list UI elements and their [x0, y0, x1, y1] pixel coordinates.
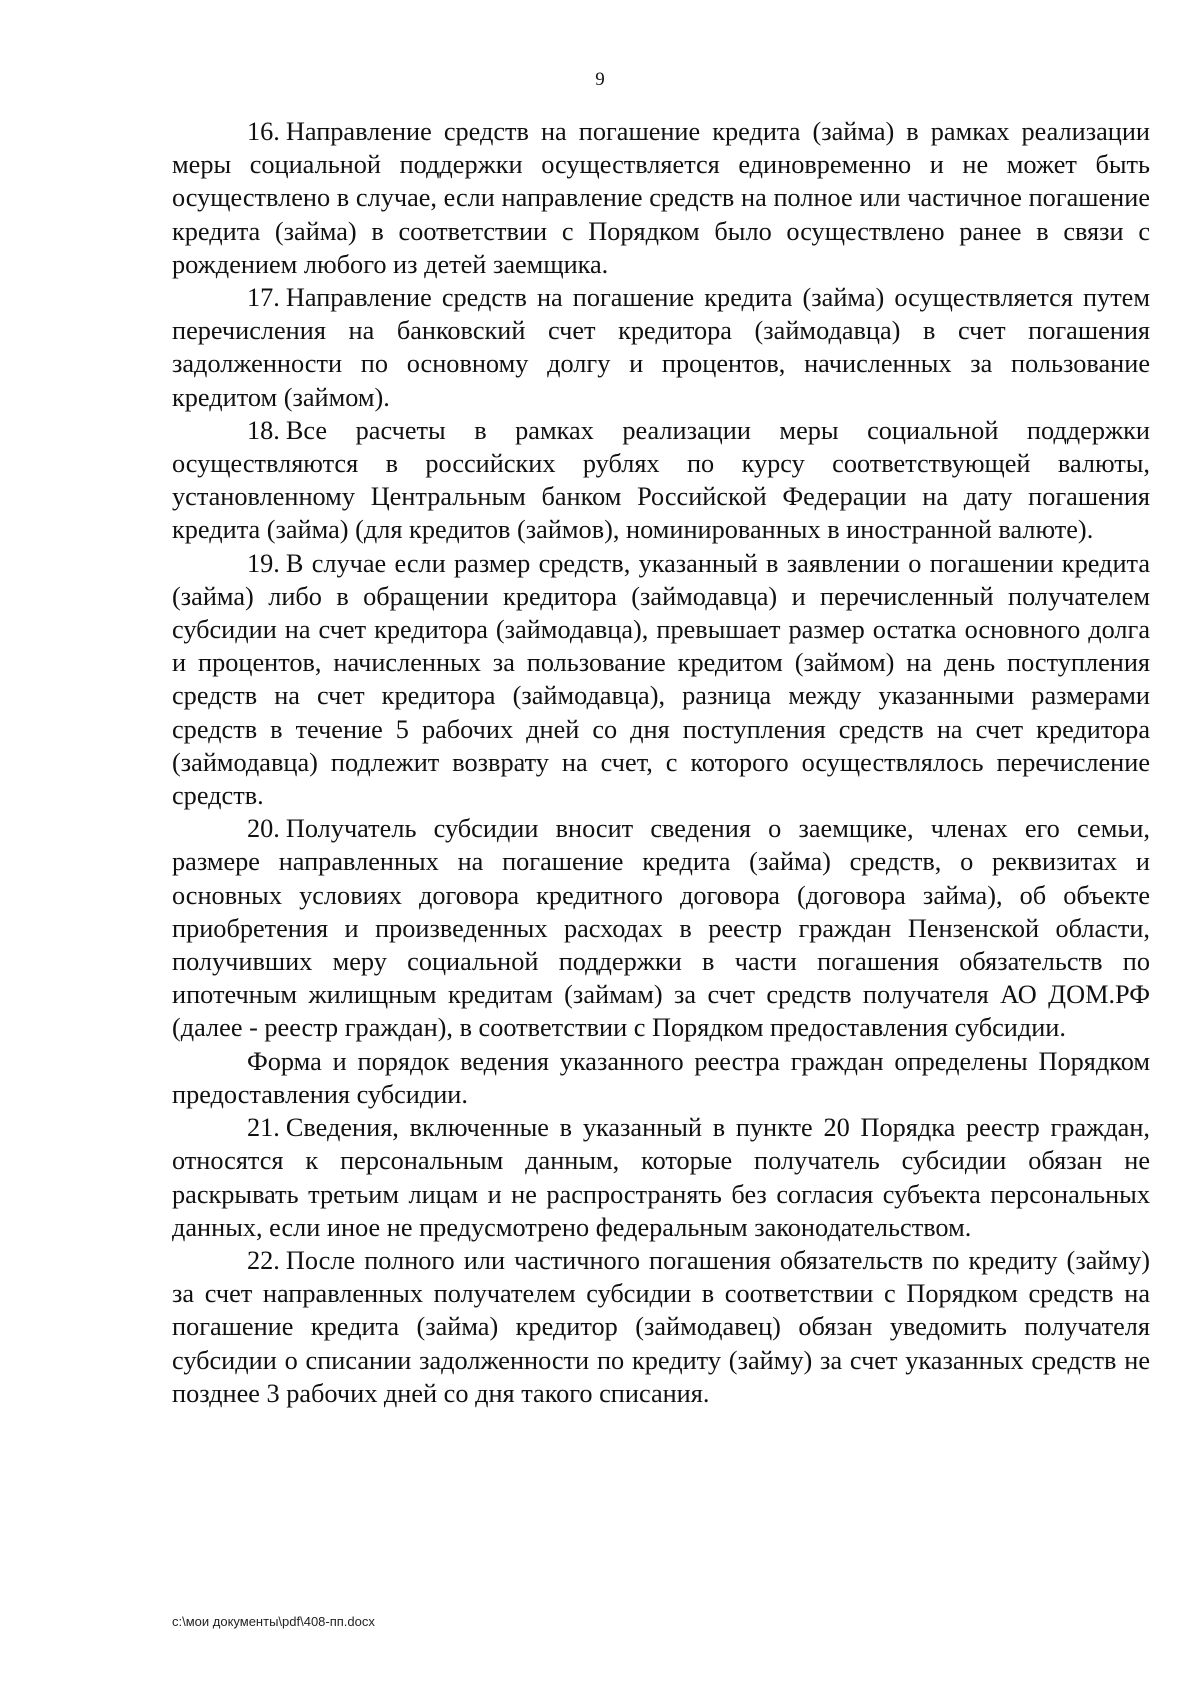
paragraph-21 — [172, 1111, 1150, 1244]
paragraph-text: Направление средств на погашение кредита (займа) в рамках реализации меры социальной поддержки осуществляется единовременно и не может быть осуществлено в случае, если направление средств на полное или частичное погашение кредита (займа) в соответствии с Порядком было осуществлено ранее в связи с рождением любого из детей заемщика. — [172, 117, 1150, 279]
paragraph-number: 20. — [247, 814, 280, 844]
paragraph-text: В случае если размер средств, указанный в заявлении о погашении кредита (займа) либо в обращении кредитора (займодавца) и перечисленный получателем субсидии на счет кредитора (займодавца), превышает размер остатка основного долга и процентов, начисленных за пользование кредитом (займом) на день поступления средств на счет кредитора (займодавца), разница между указанными размерами средств в течение 5 рабочих дней со дня поступления средств на счет кредитора (займодавца) подлежит возврату на счет, с которого осуществлялось перечисление средств. — [172, 548, 1150, 811]
paragraph-number: 17. — [247, 283, 280, 313]
paragraph-text: Форма и порядок ведения указанного реестра граждан определены Порядком предоставления субсидии. — [172, 1046, 1150, 1109]
paragraph-text: Сведения, включенные в указанный в пункте 20 Порядка реестр граждан, относятся к персональным данным, которые получатель субсидии обязан не раскрывать третьим лицам и не распространять без согласия субъекта персональных данных, если иное не предусмотрено федеральным законодательством. — [172, 1113, 1150, 1242]
paragraph-19 — [172, 547, 1150, 813]
footer-file-path: c:\мои документы\pdf\408-пп.docx — [172, 1614, 375, 1629]
paragraph-16 — [172, 115, 1150, 281]
document-body — [172, 115, 1150, 1410]
paragraph-text: После полного или частичного погашения обязательств по кредиту (займу) за счет направленных получателем субсидии в соответствии с Порядком средств на погашение кредита (займа) кредитор (займодавец) обязан уведомить получателя субсидии о списании задолженности по кредиту (займу) за счет указанных средств не позднее 3 рабочих дней со дня такого списания. — [172, 1245, 1150, 1408]
paragraph-20 — [172, 812, 1150, 1044]
paragraph-22 — [172, 1244, 1150, 1410]
paragraph-number: 16. — [247, 117, 280, 146]
paragraph-text: Все расчеты в рамках реализации меры социальной поддержки осуществляются в российских рублях по курсу соответствующей валюты, установленному Центральным банком Российской Федерации на дату погашения кредита (займа) (для кредитов (займов), номинированных в иностранной валюте). — [172, 415, 1150, 545]
paragraph-number: 19. — [247, 548, 280, 578]
paragraph-17 — [172, 281, 1150, 414]
paragraph-registry-form — [172, 1045, 1150, 1111]
paragraph-text: Направление средств на погашение кредита (займа) осуществляется путем перечисления на банковский счет кредитора (займодавца) в счет погашения задолженности по основному долгу и процентов, начисленных за пользование кредитом (займом). — [172, 283, 1150, 412]
paragraph-18 — [172, 414, 1150, 547]
paragraph-number: 18. — [247, 415, 280, 445]
paragraph-text: Получатель субсидии вносит сведения о заемщике, членах его семьи, размере направленных на погашение кредита (займа) средств, о реквизитах и основных условиях договора кредитного договора (договора займа), об объекте приобретения и произведенных расходах в реестр граждан Пензенской области, получивших меру социальной поддержки в части погашения обязательств по ипотечным жилищным кредитам (займам) за счет средств получателя АО ДОМ.РФ (далее - реестр граждан), в соответствии с Порядком предоставления субсидии. — [172, 814, 1150, 1043]
page-number: 9 — [595, 69, 605, 90]
paragraph-number: 22. — [247, 1245, 280, 1275]
paragraph-number: 21. — [247, 1113, 280, 1143]
